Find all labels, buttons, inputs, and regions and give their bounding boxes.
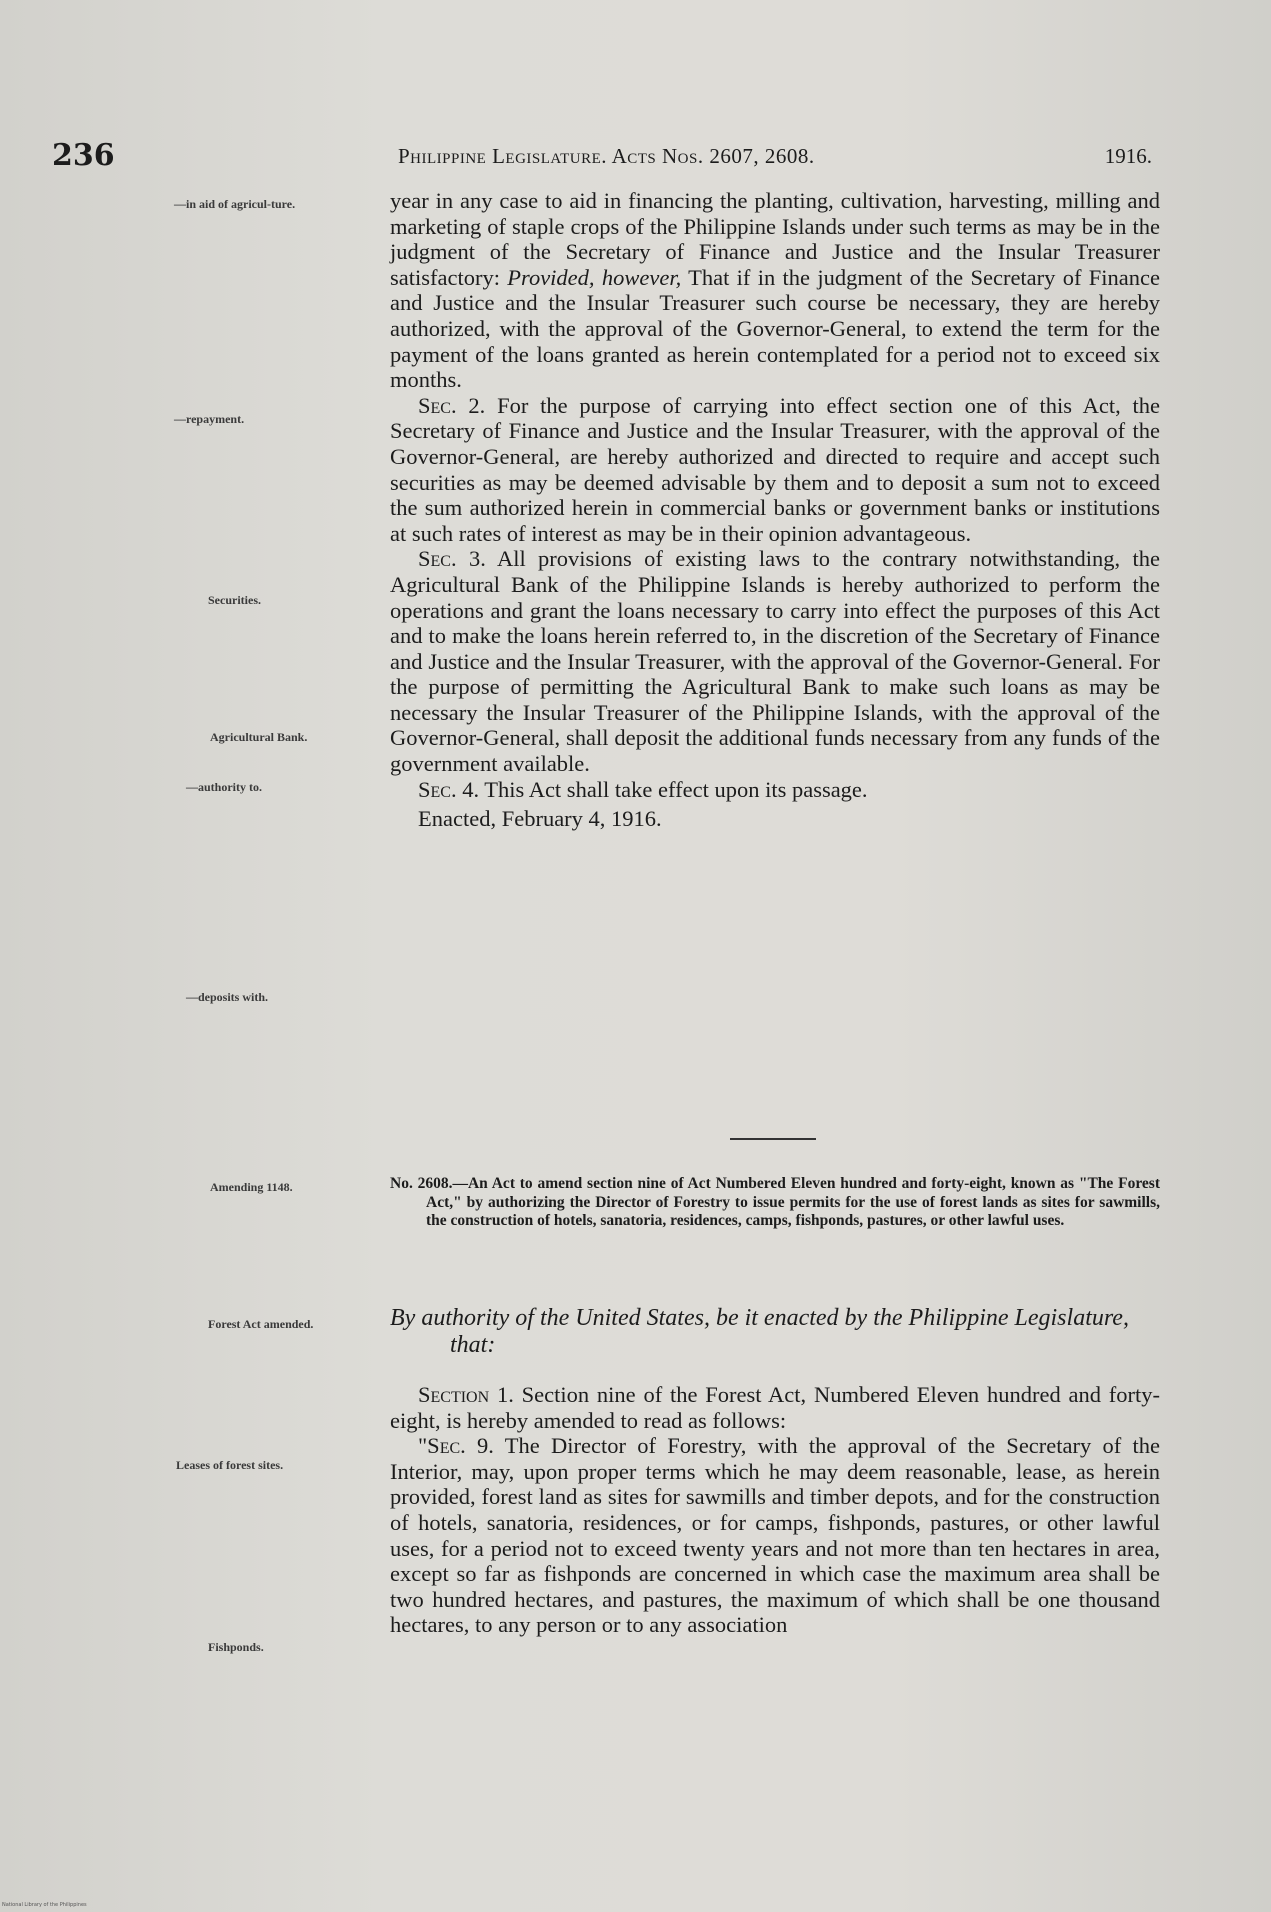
act-2607-body (390, 188, 1160, 832)
act-2608-title: No. 2608.—An Act to amend section nine of Act Numbered Eleven hundred and forty-eight, known as "The Forest Act," by authorizing the Director of Forestry to issue permits for the use of forest lands as sites for sawmills, the construction of hotels, sanatoria, residences, camps, fishponds, pastures, or other lawful uses. (390, 1175, 1160, 1229)
running-head: Philippine Legislature. Acts Nos. 2607, 2608. (398, 144, 815, 168)
margin-note-securities: Securities. (208, 593, 261, 607)
margin-note-repayment: —repayment. (174, 412, 245, 426)
act-2608-section-1: Section 1. Section nine of the Forest Act, Numbered Eleven hundred and forty-eight, is hereby amended to read as follows: (390, 1382, 1160, 1433)
page-number: 236 (52, 138, 115, 173)
paragraph-1: year in any case to aid in financing the planting, cultivation, harvesting, milling and marketing of staple crops of the Philippine Islands under such terms as may be in the judgment of the Secretary of Finance and Justice and the Insular Treasurer satisfactory: Provided, however, That if in the judgment of the Secretary of Finance and Justice and the Insular Treasurer such course be necessary, they are hereby authorized, with the approval of the Governor-General, to extend the term for the payment of the loans granted as herein contemplated for a period not to exceed six months. (390, 188, 1160, 393)
section-2: Sec. 2. For the purpose of carrying into effect section one of this Act, the Secretary of Finance and Justice and the Insular Treasurer, with the approval of the Governor-General, are hereby authorized and directed to require and accept such securities as may be deemed advisable by them and to deposit a sum not to exceed the sum authorized herein in commercial banks or government banks or institutions at such rates of interest as may be in their opinion advantageous. (390, 392, 1160, 546)
margin-note-aid: —in aid of agricul-ture. (174, 197, 296, 211)
section-divider-rule (730, 1138, 816, 1140)
act-2608-body (390, 1382, 1160, 1638)
margin-note-leases: Leases of forest sites. (176, 1458, 284, 1472)
margin-note-amending: Amending 1148. (210, 1180, 293, 1194)
margin-note-fishponds: Fishponds. (208, 1640, 264, 1654)
running-year: 1916. (1104, 144, 1152, 168)
section-3: Sec. 3. All provisions of existing laws to the contrary notwithstanding, the Agricultural Bank of the Philippine Islands is hereby authorized to perform the operations and grant the loans necessary to carry into effect the purposes of this Act and to make the loans herein referred to, in the discretion of the Secretary of Finance and Justice and the Insular Treasurer, with the approval of the Governor-General. For the purpose of permitting the Agricultural Bank to make such loans as may be necessary the Insular Treasurer of the Philippine Islands, with the approval of the Governor-General, shall deposit the additional funds necessary from any funds of the government available. (390, 546, 1160, 777)
margin-note-agricultural-bank: Agricultural Bank. (210, 730, 308, 744)
margin-note-deposits: —deposits with. (186, 990, 269, 1004)
section-4: Sec. 4. This Act shall take effect upon its passage. (418, 776, 868, 802)
enacting-clause: By authority of the United States, be it enacted by the Philippine Legislature, that: (390, 1305, 1129, 1358)
act-2608-section-9: "Sec. 9. The Director of Forestry, with the approval of the Secretary of the Interior, may, upon proper terms which he may deem reasonable, lease, as herein provided, forest land as sites for sawmills and timber depots, and for the construction of hotels, sanatoria, residences, or for camps, fishponds, pastures, or other lawful uses, for a period not to exceed twenty years and not more than ten hectares in area, except so far as fishponds are concerned in which case the maximum area shall be two hundred hectares, and pastures, the maximum of which shall be one thousand hectares, to any person or to any association (390, 1433, 1160, 1638)
library-footer-mark: National Library of the Philippines (2, 1902, 87, 1908)
page-header (52, 138, 1152, 178)
enacted-date: Enacted, February 4, 1916. (418, 806, 662, 832)
margin-note-forest-act-amended: Forest Act amended. (208, 1317, 314, 1331)
margin-note-authority: —authority to. (186, 780, 262, 794)
